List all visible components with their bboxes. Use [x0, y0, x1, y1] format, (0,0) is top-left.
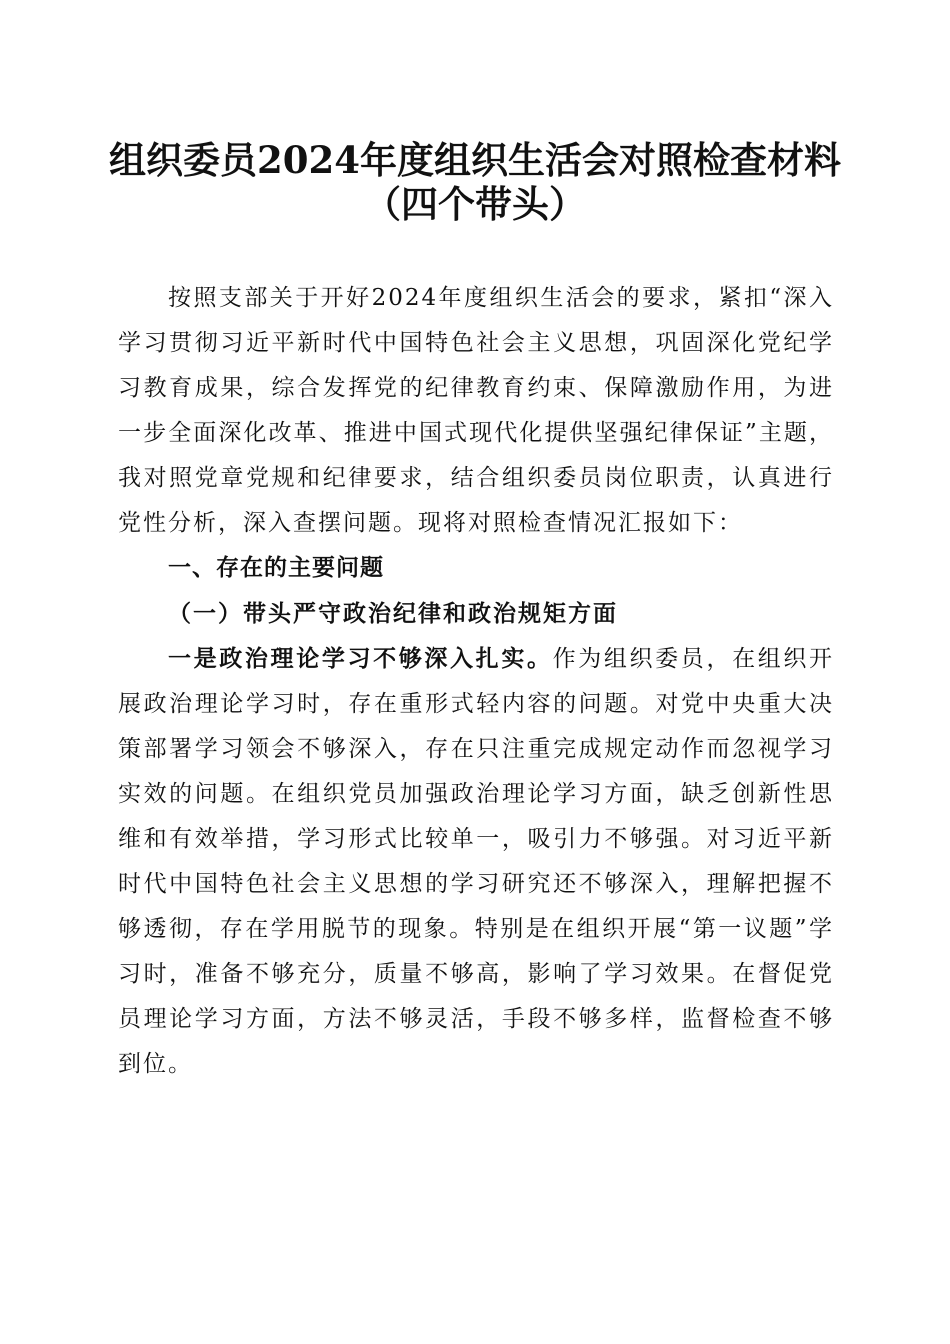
document-body [118, 276, 834, 1087]
point-body-1: 作为组织委员，在组织开展政治理论学习时，存在重形式轻内容的问题。对党中央重大决策部署学习领会不够深入，存在只注重完成规定动作而忽视学习实效的问题。在组织党员加强政治理论学习方面，缺乏创新性思维和有效举措，学习形式比较单一，吸引力不够强。对习近平新时代中国特色社会主义思想的学习研究还不够深入，理解把握不够透彻，存在学用脱节的现象。特别是在组织开展“第一议题”学习时，准备不够充分，质量不够高，影响了学习效果。在督促党员理论学习方面，方法不够灵活，手段不够多样，监督检查不够到位。 [118, 646, 835, 1077]
document-title-line2: （四个带头） [364, 182, 586, 226]
intro-paragraph: 按照支部关于开好2024年度组织生活会的要求，紧扣“深入学习贯彻习近平新时代中国特色社会主义思想，巩固深化党纪学习教育成果，综合发挥党的纪律教育约束、保障激励作用，为进一步全面深化改革、推进中国式现代化提供坚强纪律保证”主题，我对照党章党规和纪律要求，结合组织委员岗位职责，认真进行党性分析，深入查摆问题。现将对照检查情况汇报如下： [118, 285, 834, 536]
section-heading-1: 一、存在的主要问题 [168, 555, 384, 581]
subsection-heading-1: （一）带头严守政治纪律和政治规矩方面 [168, 600, 618, 627]
document-title-line1: 组织委员2024年度组织生活会对照检查材料 [109, 138, 841, 182]
point-lead-1: 一是政治理论学习不够深入扎实。 [168, 645, 553, 672]
point-paragraph-1 [118, 636, 834, 1087]
